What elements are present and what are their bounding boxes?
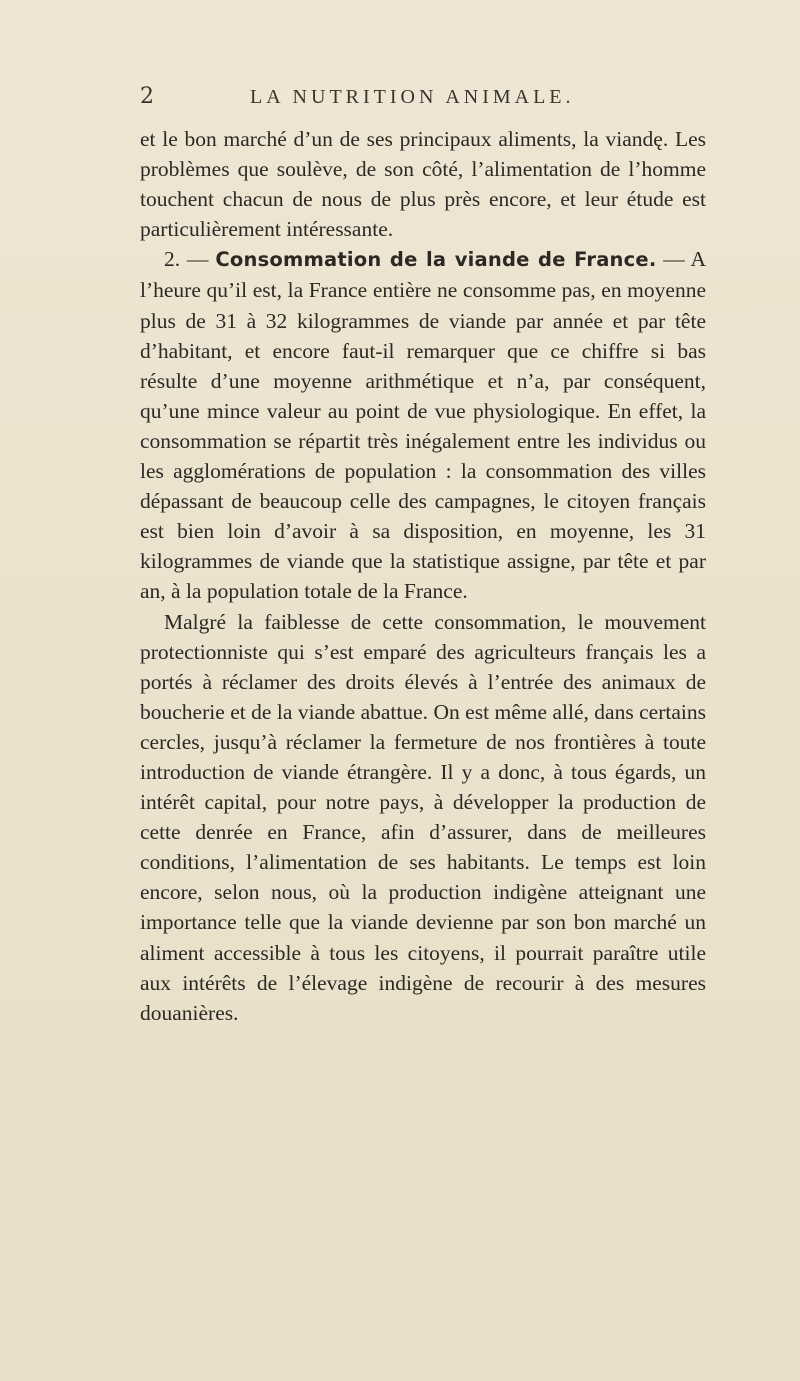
- paragraph-3: Malgré la faiblesse de cette consommation, le mouvement protectionniste qui s’est emparé des agriculteurs français les a portés à réclamer des droits élevés à l’entrée des animaux de boucherie et de la viande abattue. On est même allé, dans certains cercles, jusqu’à réclamer la fermeture de nos frontières à toute introduction de viande étrangère. Il y a donc, à tous égards, un intérêt capital, pour notre pays, à développer la production de cette denrée en France, afin d’assurer, dans de meilleures conditions, l’alimentation de ses habitants. Le temps est loin encore, selon nous, où la production indigène atteignant une importance telle que la viande devienne par son bon marché un aliment accessible à tous les citoyens, il pourrait paraître utile aux intérêts de l’élevage indigène de recourir à des mesures douanières.: [140, 609, 706, 1025]
- section-number: 2. —: [164, 247, 216, 272]
- page-header: [0, 84, 800, 114]
- paragraph-2: [140, 244, 706, 606]
- body-text: [140, 124, 706, 1028]
- running-head: LA NUTRITION ANIMALE.: [250, 86, 575, 108]
- section-heading: Consommation de la viande de France.: [215, 248, 657, 272]
- paragraph-2-text: — A l’heure qu’il est, la France entière ne consomme pas, en moyenne plus de 31 à 32 kilogrammes de viande par année et par tête d’habitant, et encore faut-il remarquer que ce chiffre si bas résulte d’une moyenne arithmétique et n’a, par conséquent, qu’une mince valeur au point de vue physiologique. En effet, la consommation se répartit très inégalement entre les individus ou les agglomérations de population : la consommation des villes dépassant de beaucoup celle des campagnes, le citoyen français est bien loin d’avoir à sa disposition, en moyenne, les 31 kilogrammes de viande que la statistique assigne, par tête et par an, à la population totale de la France.: [140, 247, 707, 604]
- paragraph-1: et le bon marché d’un de ses principaux aliments, la viandę. Les problèmes que soulève, de son côté, l’alimentation de l’homme touchent chacun de nous de plus près encore, et leur étude est particulièrement intéressante.: [140, 127, 706, 242]
- page-number: 2: [140, 84, 154, 109]
